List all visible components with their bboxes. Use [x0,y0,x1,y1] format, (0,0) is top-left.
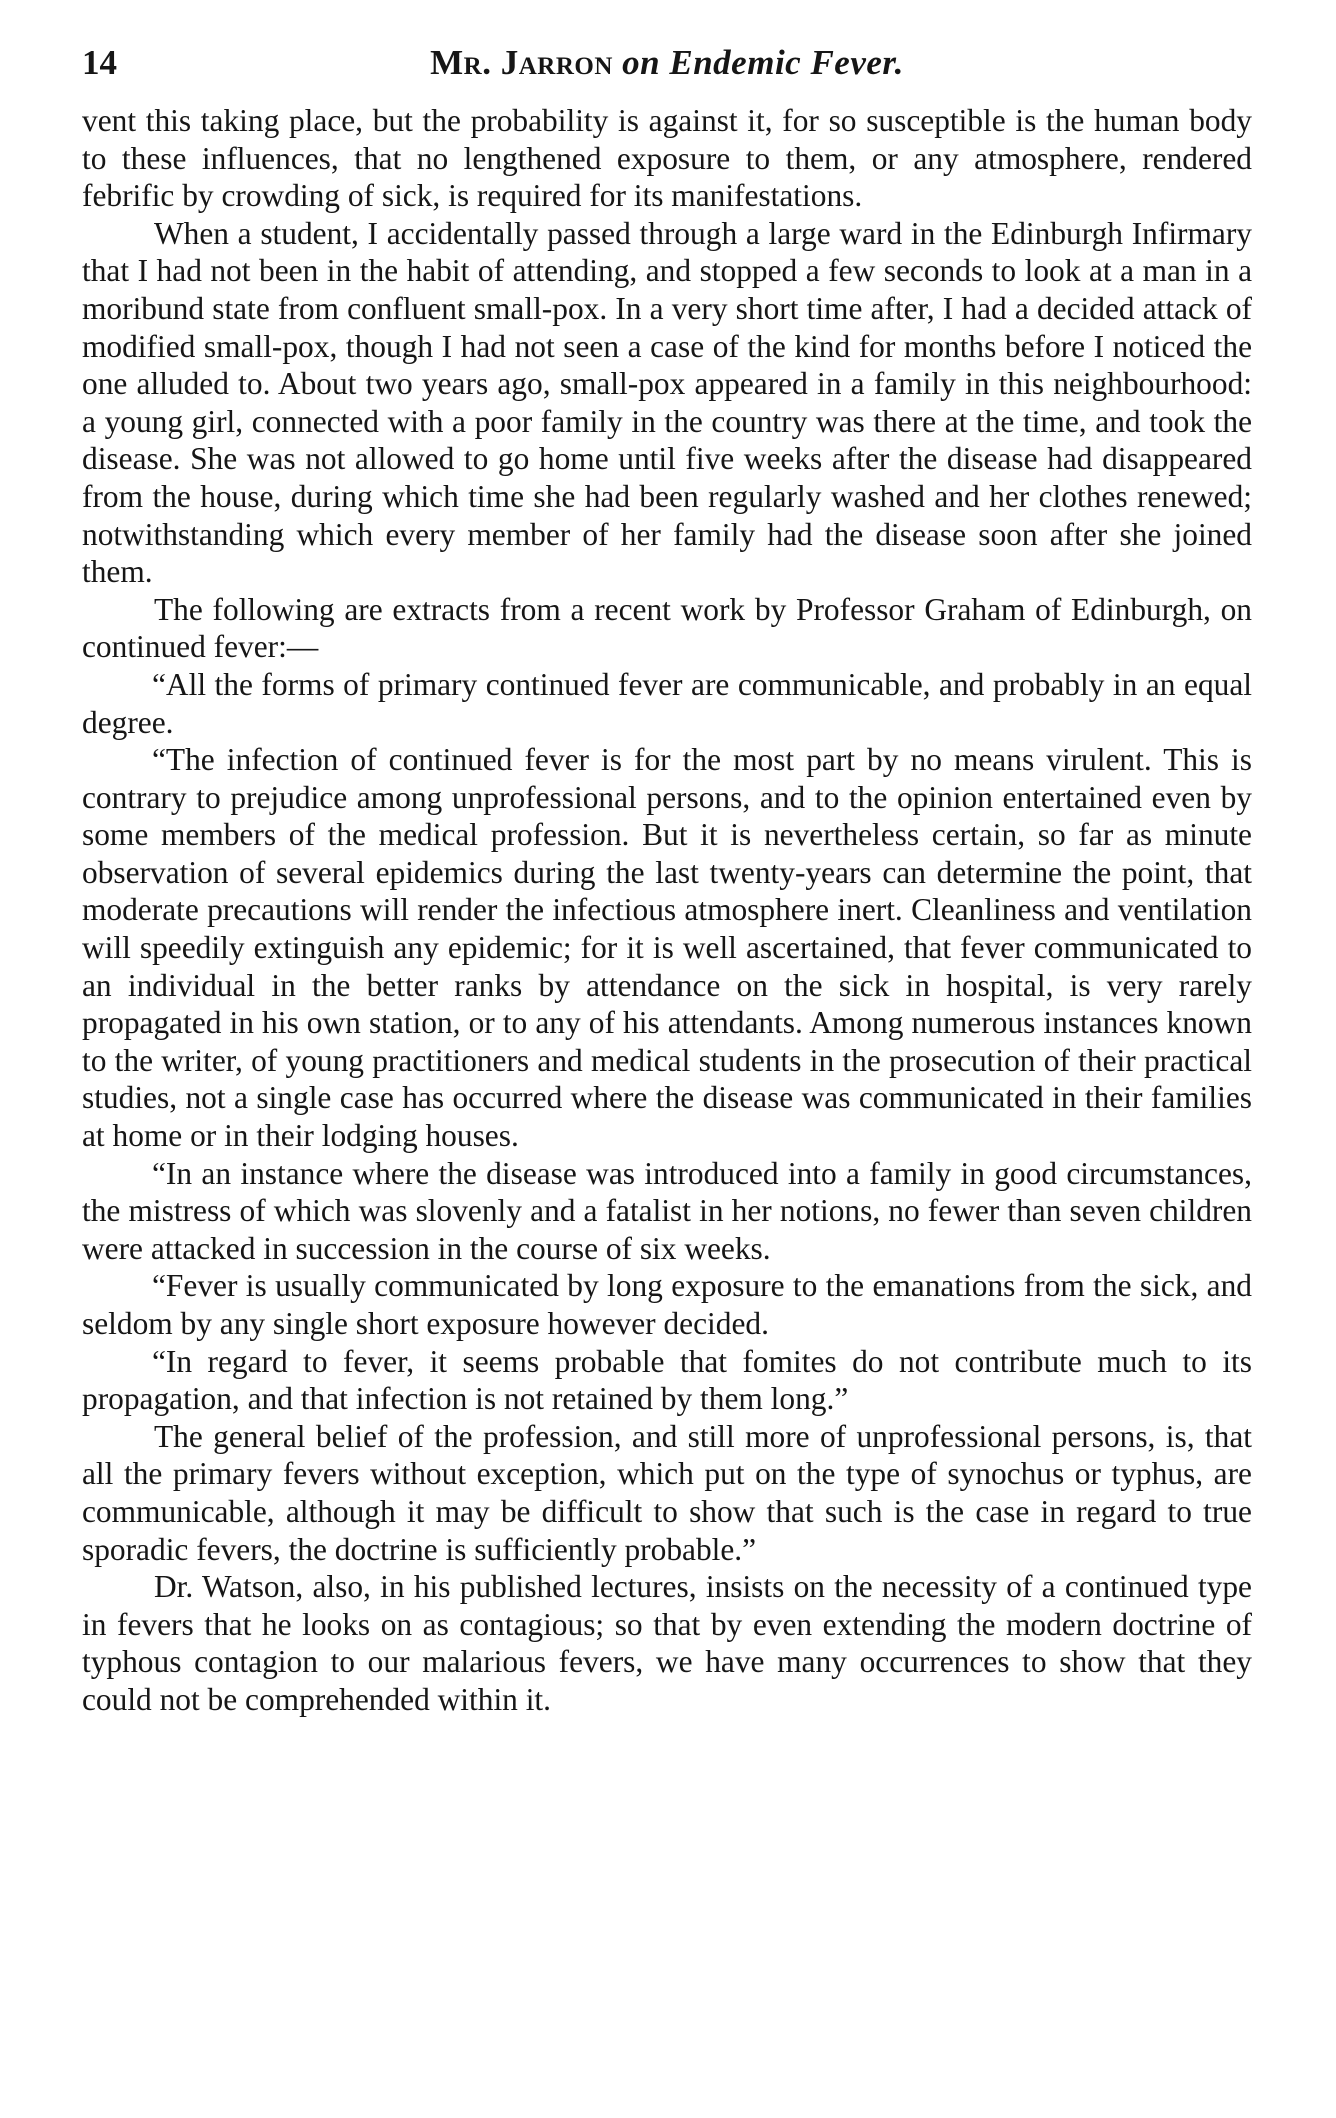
book-page [82,36,1252,1719]
quote-long-exposure: “Fever is usually communicated by long exposure to the emanations from the sick, and seldom by any single short exposure however decided. [82,1268,1252,1341]
paragraph-continuation: vent this taking place, but the probability is against it, for so susceptible is the human body to these influences, that no lengthened exposure to them, or any atmosphere, rendered febrific by crowding of sick, is required for its manifestations. [82,103,1252,214]
body-text [82,102,1252,1719]
paragraph-general-belief: The general belief of the profession, and still more of unprofessional persons, is, that all the primary fevers without exception, which put on the type of synochus or typhus, are communicable, although it may be difficult to show that such is the case in regard to true sporadic fevers, the doctrine is sufficiently probable.” [82,1418,1252,1567]
quote-family-instance: “In an instance where the disease was introduced into a family in good circumstances, the mistress of which was slovenly and a fatalist in her notions, no fewer than seven children were attacked in succession in the course of six weeks. [82,1155,1252,1266]
page-number: 14 [82,43,117,82]
running-title [82,36,1252,90]
paragraph-extracts-intro: The following are extracts from a recent work by Professor Graham of Edinburgh, on continued fever:— [82,591,1252,665]
quote-infection-virulence: “The infection of continued fever is for the most part by no means virulent. This is contrary to prejudice among unprofessional persons, and to the opinion entertained even by some members of the medical profession. But it is nevertheless certain, so far as minute observation of several epidemics during the last twenty-years can determine the point, that moderate precautions will render the infectious atmosphere inert. Cleanliness and ventilation will speedily extinguish any epidemic; for it is well ascertained, that fever communicated to an individual in the better ranks by attendance on the sick in hospital, is very rarely propagated in his own station, or to any of his attendants. Among numerous instances known to the writer, of young practitioners and medical students in the prosecution of their practical studies, not a single case has occurred where the disease was communicated in their families at home or in their lodging houses. [82,742,1252,1154]
running-title-author: Mr. Jarron [430,43,613,82]
running-title-connector: on [622,43,661,82]
quote-fomites: “In regard to fever, it seems probable that fomites do not contribute much to its propagation, and that infection is not retained by them long.” [82,1343,1252,1417]
running-head [82,36,1252,90]
paragraph-student-anecdote: When a student, I accidentally passed through a large ward in the Edinburgh Infirmary that I had not been in the habit of attending, and stopped a few seconds to look at a man in a moribund state from confluent small-pox. In a very short time after, I had a decided attack of modified small-pox, though I had not seen a case of the kind for months before I noticed the one alluded to. About two years ago, small-pox appeared in a family in this neighbourhood: a young girl, connected with a poor family in the country was there at the time, and took the disease. She was not allowed to go home until five weeks after the disease had disappeared from the house, during which time she had been regularly washed and her clothes renewed; notwithstanding which every member of her family had the disease soon after she joined them. [82,215,1252,590]
running-title-subject: Endemic Fever. [669,43,904,82]
quote-forms-communicable: “All the forms of primary continued fever are communicable, and probably in an equal degree. [82,666,1252,740]
paragraph-dr-watson: Dr. Watson, also, in his published lectures, insists on the necessity of a continued type in fevers that he looks on as contagious; so that by even extending the modern doctrine of typhous contagion to our malarious fevers, we have many occurrences to show that they could not be comprehended within it. [82,1569,1252,1717]
